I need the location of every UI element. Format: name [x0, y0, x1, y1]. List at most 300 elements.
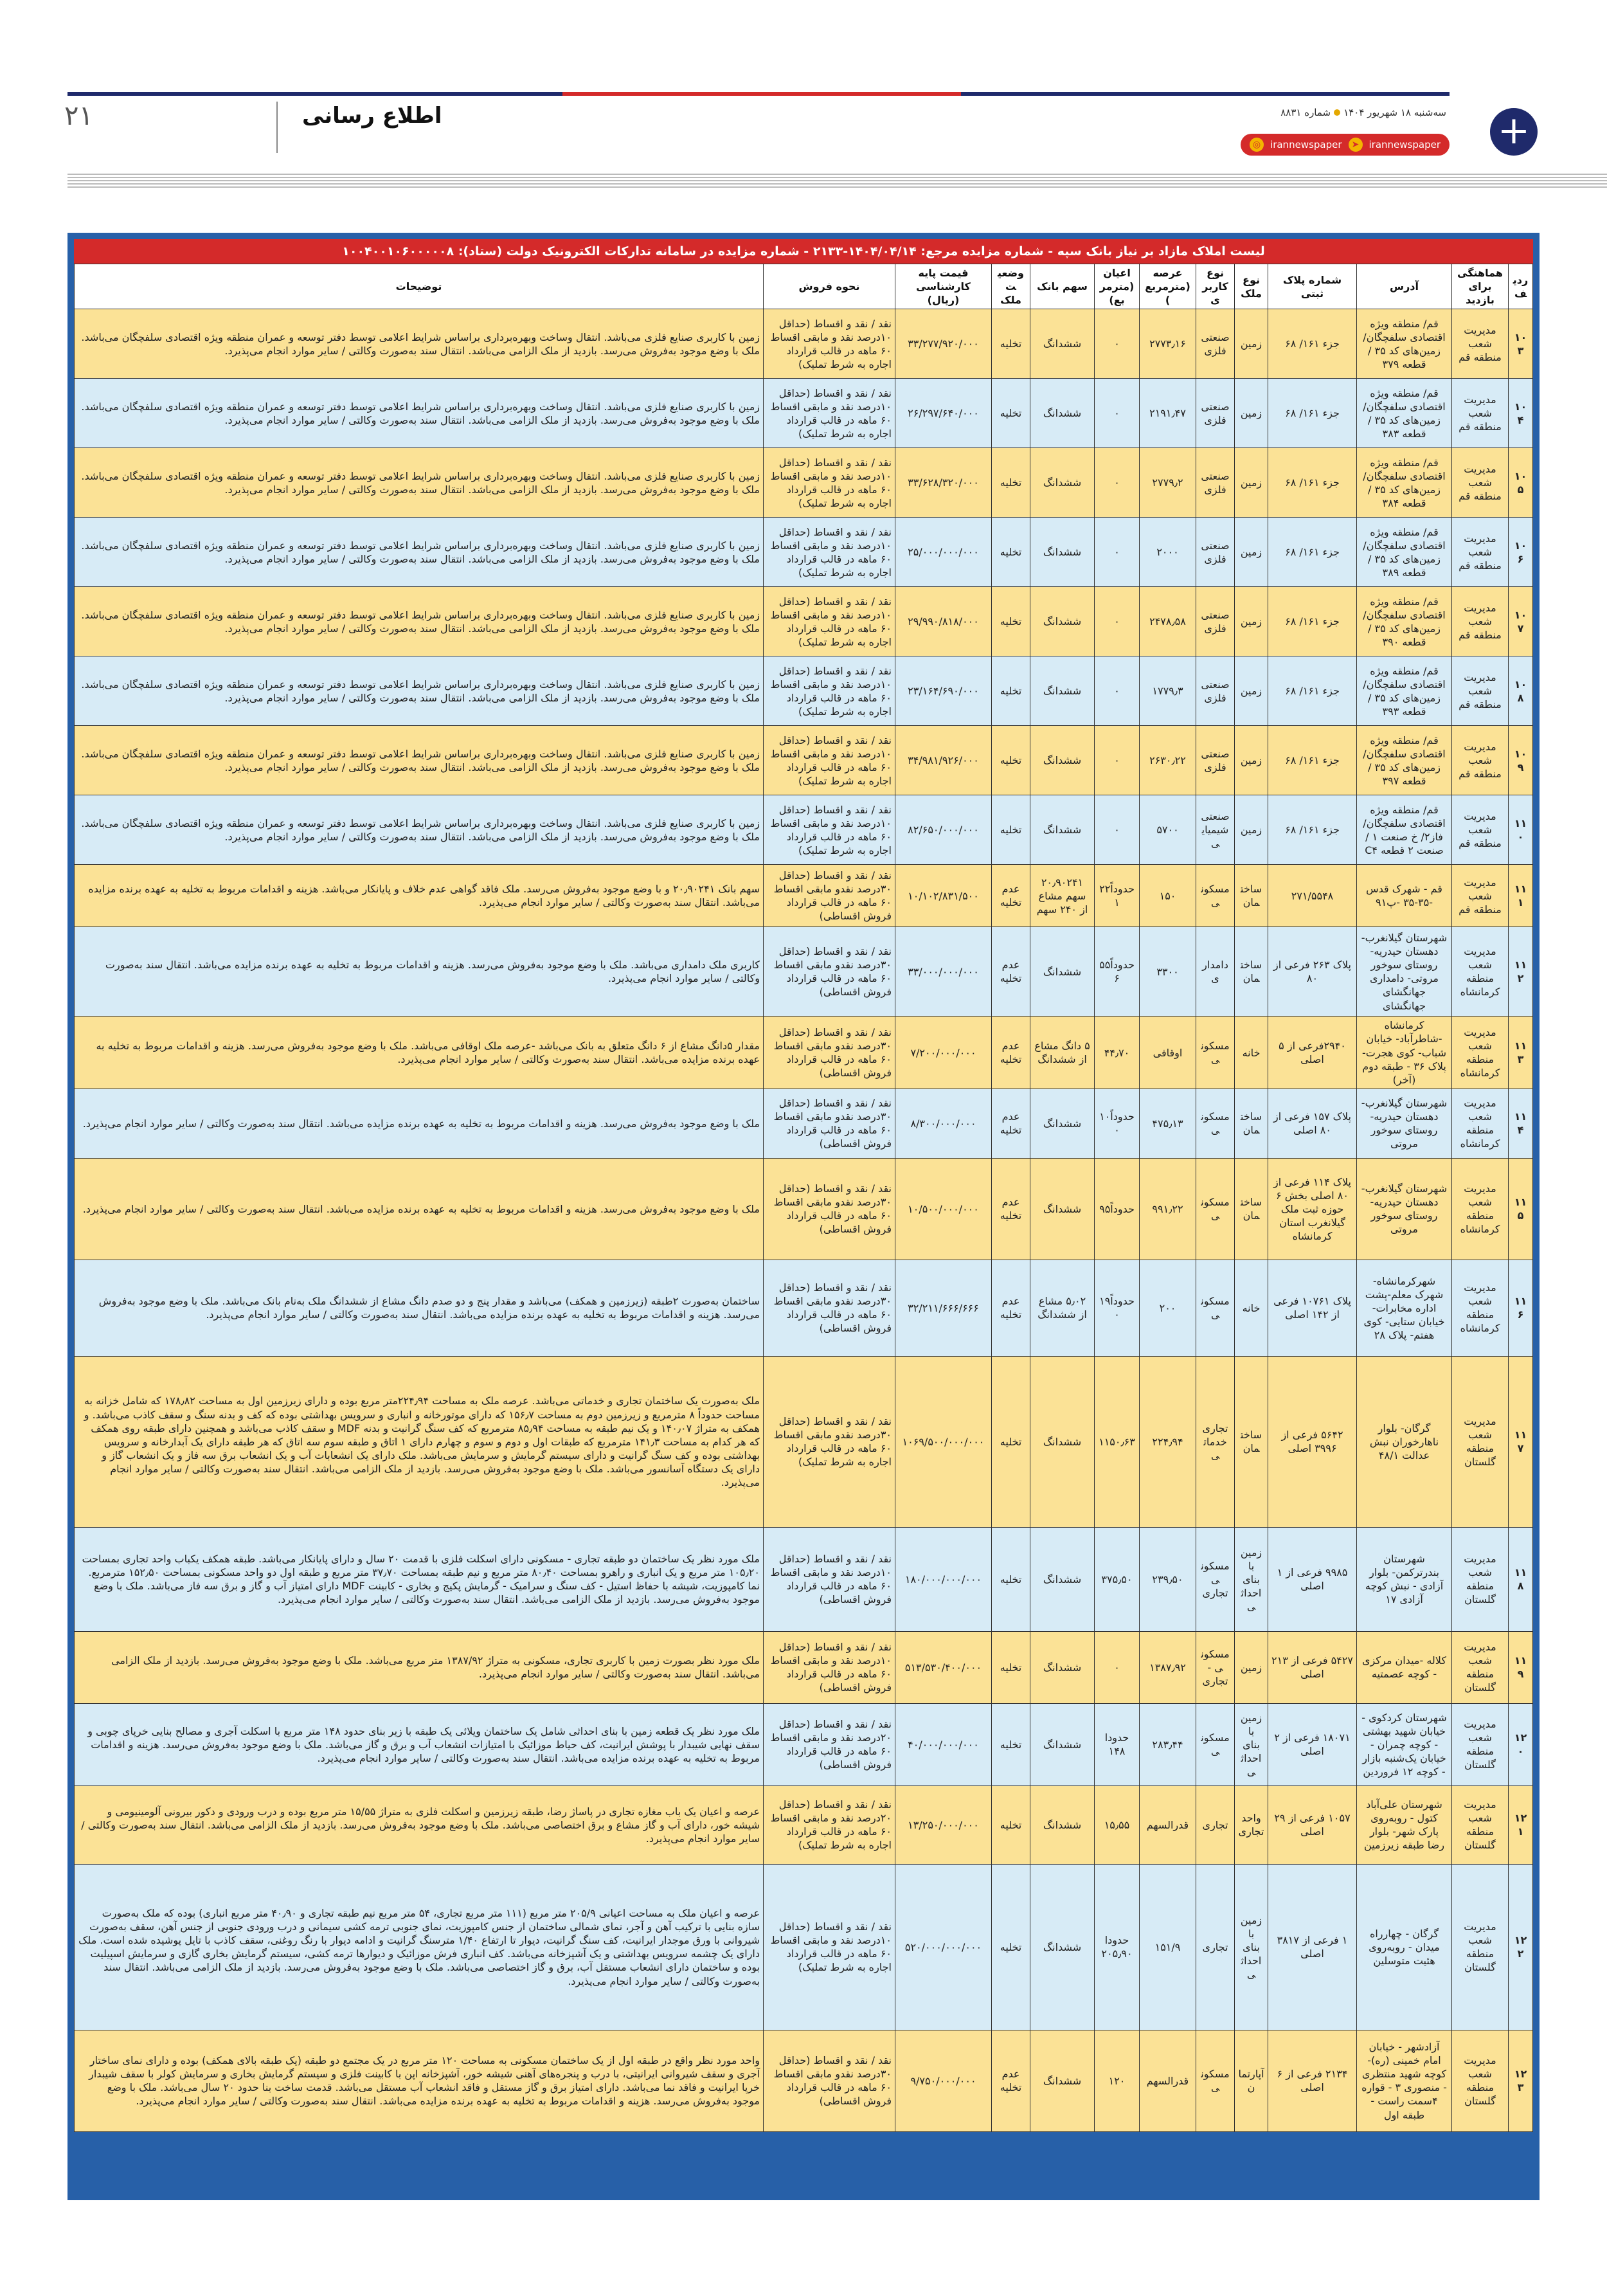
cell-building-area: حدوداً۹۵: [1095, 1158, 1140, 1260]
cell-usage-type: مسکونی: [1196, 1089, 1235, 1158]
cell-status: تخلیه: [992, 726, 1030, 795]
cell-description: زمین با کاربری صنایع فلزی می‌باشد. انتقال وساخت وبهره‌برداری براساس شرایط اعلامی توسط دفتر توسعه و عمران منطقه ویژه اقتصادی سلفچگان می‌باشد. ملک با وضع موجود به‌فروش می‌رسد. بازدید از ملک الزامی می‌باشد. انتقال سند به‌صورت وکالتی / سایر موارد انجام می‌پذیرد.: [75, 726, 764, 795]
cell-coordination: مدیریت شعب منطقه گلستان: [1452, 1785, 1509, 1864]
cell-base-price: ۷/۲۰۰/۰۰۰/۰۰۰: [895, 1017, 992, 1089]
cell-description: ملک به‌صورت یک ساختمان تجاری و خدماتی می‌باشد. عرصه ملک به مساحت ۲۲۴٫۹۴متر مربع بوده و دارای زیرزمین اول به مساحت ۱۷۸٫۸۲ که شامل خزانه به مساحت حدوداً ۸ مترمربع و زیرزمین دوم به مساحت ۱۵۶٫۷ که دارای موتورخانه و انباری و سرویس بهداشتی بوده که کف و بدنه سنگ و سقف کاذب می‌باشد. و همکف به متراژ ۱۴۰٫۰۷ و یک نیم طبقه به مساحت ۸۵٫۹۴ مترمربع که کف سنگ گرانیت و بدنه MDF و سقف کاذب می‌باشد و همچنین دارای طبقه روی همکف که هر کدام به مساحت ۱۴۱٫۳ مترمربع که طبقات اول و دوم و سوم و چهارم دارای ۱ اتاق و طبقه سوم سه اتاق که هر طبقه دارای یک آبدارخانه و سرویس بهداشتی بوده و کف سنگ گرانیت و دارای سیستم گرمایش و سرمایش می‌باشد. ملک دارای یک انشعابات آب و یک انشعاب برق سه فاز و یک انشعاب گاز و دارای یک دستگاه آسانسور می‌باشد. ملک با وضع موجود به‌فروش می‌رسد. بازدید از ملک الزامی می‌باشد. انتقال سند به‌صورت وکالتی / سایر موارد انجام می‌پذیرد.: [75, 1356, 764, 1527]
col-header-row-number: ردیف: [1509, 264, 1533, 309]
table-row: [75, 1864, 1533, 2030]
social-handle-1[interactable]: irannewspaper: [1270, 139, 1342, 150]
cell-sale-method: نقد / نقد و اقساط (حداقل ۱۰درصد نقد و مابقی اقساط ۶۰ ماهه در قالب قرارداد اجاره به شرط تملیک): [764, 795, 895, 865]
cell-registration-plate: پلاک ۱۱۴ فرعی از ۸۰ اصلی بخش ۶ حوزه ثبت ملک گیلانغرب استان کرمانشاه: [1268, 1158, 1357, 1260]
auction-table: [74, 264, 1533, 2132]
cell-property-type: واحد تجاری: [1235, 1785, 1268, 1864]
cell-status: تخلیه: [992, 1703, 1030, 1785]
table-row: [75, 448, 1533, 518]
col-header-status: وضعیت ملک: [992, 264, 1030, 309]
cell-status: عدم تخلیه: [992, 2030, 1030, 2131]
cell-sale-method: نقد / نقد و اقساط (حداقل ۳۰درصد نقدو مابقی اقساط ۶۰ ماهه در قالب قرارداد فروش اقساطی): [764, 865, 895, 927]
cell-status: تخلیه: [992, 1527, 1030, 1631]
cell-status: عدم تخلیه: [992, 1260, 1030, 1356]
cell-address: کرمانشاه -شاطرآباد- خیابان شباب- کوی هجرت-پلاک ۳۶ - طبقه دوم (آخر): [1357, 1017, 1452, 1089]
cell-base-price: ۱۸۰/۰۰۰/۰۰۰/۰۰۰: [895, 1527, 992, 1631]
cell-property-type: زمین: [1235, 448, 1268, 518]
cell-registration-plate: پلاک ۱۰۷۶۱ فرعی از ۱۴۲ اصلی: [1268, 1260, 1357, 1356]
cell-land-area: قدرالسهم: [1140, 1785, 1196, 1864]
table-row: [75, 795, 1533, 865]
cell-address: قم - شهرک قدس -۳۵-۳۵ -پ۹۱: [1357, 865, 1452, 927]
cell-usage-type: تجاری: [1196, 1864, 1235, 2030]
cell-row-number: ۱۱۸: [1509, 1527, 1533, 1631]
cell-coordination: مدیریت شعب منطقه قم: [1452, 518, 1509, 587]
cell-land-area: ۲۸۳٫۴۴: [1140, 1703, 1196, 1785]
cell-status: عدم تخلیه: [992, 865, 1030, 927]
section-title: اطلاع رسانی: [302, 103, 442, 129]
cell-building-area: ۰: [1095, 1631, 1140, 1703]
cell-status: عدم تخلیه: [992, 1158, 1030, 1260]
cell-building-area: حدوداً۲۲۱: [1095, 865, 1140, 927]
cell-base-price: ۲۹/۹۹۰/۸۱۸/۰۰۰: [895, 587, 992, 656]
cell-registration-plate: ۱۸۰۷۱ فرعی از ۲ اصلی: [1268, 1703, 1357, 1785]
cell-usage-type: صنعتی فلزی: [1196, 448, 1235, 518]
col-header-land-area: عرصه (مترمربع): [1140, 264, 1196, 309]
cell-registration-plate: ۱۰۵۷ فرعی از ۲۹ اصلی: [1268, 1785, 1357, 1864]
col-header-coordination: هماهنگی برای بازدید: [1452, 264, 1509, 309]
cell-usage-type: مسکونی: [1196, 1158, 1235, 1260]
cell-bank-share: ششدانگ: [1030, 2030, 1095, 2131]
cell-row-number: ۱۲۰: [1509, 1703, 1533, 1785]
cell-land-area: اوقافی: [1140, 1017, 1196, 1089]
cell-base-price: ۳۳/۰۰۰/۰۰۰/۰۰۰: [895, 927, 992, 1017]
cell-base-price: ۳۲/۲۱۱/۶۶۶/۶۶۶: [895, 1260, 992, 1356]
cell-sale-method: نقد / نقد و اقساط (حداقل ۱۰درصد نقد و مابقی اقساط ۶۰ ماهه در قالب قرارداد اجاره به شرط تملیک): [764, 656, 895, 726]
cell-coordination: مدیریت شعب منطقه گلستان: [1452, 1631, 1509, 1703]
cell-bank-share: ششدانگ: [1030, 309, 1095, 379]
cell-property-type: ساختمان: [1235, 927, 1268, 1017]
cell-sale-method: نقد / نقد و اقساط (حداقل ۱۰درصد نقد و مابقی اقساط ۶۰ ماهه در قالب قرارداد اجاره به شرط تملیک): [764, 1864, 895, 2030]
social-handles: [1241, 134, 1450, 156]
cell-building-area: ۰: [1095, 518, 1140, 587]
cell-coordination: مدیریت شعب منطقه گلستان: [1452, 1527, 1509, 1631]
cell-usage-type: مسکونی: [1196, 1017, 1235, 1089]
cell-address: شهرستان گیلانغرب- دهستان حیدریه- روستای سوخور مروتی: [1357, 1158, 1452, 1260]
cell-description: زمین با کاربری صنایع فلزی می‌باشد. انتقال وساخت وبهره‌برداری براساس شرایط اعلامی توسط دفتر توسعه و عمران منطقه ویژه اقتصادی سلفچگان می‌باشد. ملک با وضع موجود به‌فروش می‌رسد. بازدید از ملک الزامی می‌باشد. انتقال سند به‌صورت وکالتی / سایر موارد انجام می‌پذیرد.: [75, 309, 764, 379]
cell-registration-plate: جزء ۱۶۱/ ۶۸: [1268, 309, 1357, 379]
table-row: [75, 1260, 1533, 1356]
cell-building-area: حدوداً۵۵۶: [1095, 927, 1140, 1017]
cell-row-number: ۱۱۵: [1509, 1158, 1533, 1260]
cell-bank-share: ششدانگ: [1030, 1356, 1095, 1527]
cell-sale-method: نقد / نقد و اقساط (حداقل ۱۰درصد نقد و مابقی اقساط ۶۰ ماهه در قالب قرارداد اجاره به شرط تملیک): [764, 448, 895, 518]
section-divider: [276, 102, 278, 153]
cell-land-area: ۲۲۴٫۹۴: [1140, 1356, 1196, 1527]
page-number: ۲۱: [64, 100, 94, 131]
cell-row-number: ۱۰۳: [1509, 309, 1533, 379]
cell-description: عرصه و اعیان ملک به مساحت اعیانی ۲۰۵/۹ متر مربع (۱۱۱ متر مربع تجاری، ۵۴ متر مربع نیم طبقه تجاری و ۴۰٫۹۰ متر مربع انباری) بوده که ملک به‌صورت سازه بنایی با ترکیب آهن و آجر، نمای شمالی ساختمان از جنس کامپوزیت، نمای جنوبی ترمه کشی سیمانی و درب ورودی جنوبی از جنس آهن، سقف به‌صورت شیروانی با ورق موجدار ایرانیت، کف سنگ گرانیت، دیوار تا ارتفاع ۱/۴۰ مترسنگ گرانیت و ادامه دیوار با رنگ روغنی، سقف کاذب با تایل پوشیده شده است. ملک دارای یک چشمه سرویس بهداشتی و یک آشپزخانه می‌باشد. کف انباری فرش موزائیک و دیوارها ترمه کشی، سیستم گرمایش بخاری گازی و سرمایش اسپیلیت بوده و ساختمان دارای انشعاب مستقل آب، برق و گاز اختصاصی می‌باشد. ملک با وضع موجود به‌فروش می‌رسد. بازدید از ملک الزامی می‌باشد. انتقال سند به‌صورت وکالتی / سایر موارد انجام می‌پذیرد.: [75, 1864, 764, 2030]
cell-usage-type: مسکونی تجاری: [1196, 1527, 1235, 1631]
cell-usage-type: مسکونی - تجاری: [1196, 1631, 1235, 1703]
cell-bank-share: ششدانگ: [1030, 1158, 1095, 1260]
table-row: [75, 656, 1533, 726]
cell-usage-type: دامداری: [1196, 927, 1235, 1017]
cell-row-number: ۱۱۲: [1509, 927, 1533, 1017]
header-top-rule: [67, 92, 1450, 96]
cell-property-type: ساختمان: [1235, 1158, 1268, 1260]
cell-property-type: زمین با بنای احداثی: [1235, 1703, 1268, 1785]
cell-base-price: ۵۲۰/۰۰۰/۰۰۰/۰۰۰: [895, 1864, 992, 2030]
cell-address: آزادشهر - خیابان امام خمینی (ره)- کوچه شهید منتظری - منصوری ۳ - قواره ۴سمت راست - طبقه اول: [1357, 2030, 1452, 2131]
cell-land-area: ۳۳۰۰: [1140, 927, 1196, 1017]
cell-address: شهرستان کردکوی - خیابان شهید بهشتی - کوچه چمران - خیابان یک‌شنبه بازار - کوچه ۱۲ فروردین: [1357, 1703, 1452, 1785]
cell-property-type: زمین: [1235, 587, 1268, 656]
bullet-icon: [1334, 109, 1340, 116]
cell-bank-share: ۵٫۰۲ مشاع از ششدانگ: [1030, 1260, 1095, 1356]
cell-base-price: ۸/۳۰۰/۰۰۰/۰۰۰: [895, 1089, 992, 1158]
cell-land-area: ۲۰۰۰: [1140, 518, 1196, 587]
cell-coordination: مدیریت شعب منطقه قم: [1452, 448, 1509, 518]
cell-status: تخلیه: [992, 1864, 1030, 2030]
cell-building-area: ۰: [1095, 795, 1140, 865]
table-row: [75, 1631, 1533, 1703]
cell-sale-method: نقد / نقد و اقساط (حداقل ۱۰درصد نقد و مابقی اقساط ۶۰ ماهه در قالب قرارداد اجاره به شرط تملیک): [764, 726, 895, 795]
cell-address: شهرستان گیلانغرب- دهستان حیدریه- روستای سوخور مروتی: [1357, 1089, 1452, 1158]
table-header-row: [75, 264, 1533, 309]
cell-description: زمین با کاربری صنایع فلزی می‌باشد. انتقال وساخت وبهره‌برداری براساس شرایط اعلامی توسط دفتر توسعه و عمران منطقه ویژه اقتصادی سلفچگان می‌باشد. ملک با وضع موجود به‌فروش می‌رسد. بازدید از ملک الزامی می‌باشد. انتقال سند به‌صورت وکالتی / سایر موارد انجام می‌پذیرد.: [75, 518, 764, 587]
cell-usage-type: صنعتی شیمیایی: [1196, 795, 1235, 865]
cell-registration-plate: ۲۱۳۴ فرعی از ۶ اصلی: [1268, 2030, 1357, 2131]
cell-bank-share: ششدانگ: [1030, 1089, 1095, 1158]
cell-base-price: ۲۶/۲۹۷/۶۴۰/۰۰۰: [895, 379, 992, 448]
cell-coordination: مدیریت شعب منطقه گلستان: [1452, 1356, 1509, 1527]
cell-property-type: زمین: [1235, 1631, 1268, 1703]
cell-base-price: ۱۰۶۹/۵۰۰/۰۰۰/۰۰۰: [895, 1356, 992, 1527]
cell-land-area: ۱۷۷۹٫۳: [1140, 656, 1196, 726]
cell-row-number: ۱۲۲: [1509, 1864, 1533, 2030]
cell-base-price: ۱۰/۱۰۲/۸۳۱/۵۰۰: [895, 865, 992, 927]
cell-land-area: ۱۳۸۷٫۹۲: [1140, 1631, 1196, 1703]
cell-usage-type: مسکونی: [1196, 1703, 1235, 1785]
table-row: [75, 1017, 1533, 1089]
cell-building-area: ۰: [1095, 448, 1140, 518]
cell-land-area: ۹۹۱٫۲۲: [1140, 1158, 1196, 1260]
cell-registration-plate: پلاک ۲۶۳ فرعی از ۸۰: [1268, 927, 1357, 1017]
cell-row-number: ۱۰۴: [1509, 379, 1533, 448]
cell-sale-method: نقد / نقد و اقساط (حداقل ۱۰درصد نقد و مابقی اقساط ۶۰ ماهه در قالب قرارداد فروش اقساطی): [764, 1527, 895, 1631]
cell-address: قم/ منطقه ویژه اقتصادی سلفچگان/ زمین‌های کد ۳۵ / قطعه ۳۹۰: [1357, 587, 1452, 656]
cell-coordination: مدیریت شعب منطقه قم: [1452, 587, 1509, 656]
cell-usage-type: مسکونی: [1196, 2030, 1235, 2131]
cell-status: تخلیه: [992, 587, 1030, 656]
cell-coordination: مدیریت شعب منطقه گلستان: [1452, 1864, 1509, 2030]
cell-sale-method: نقد / نقد و اقساط (حداقل ۳۰درصد نقدو مابقی اقساط ۶۰ ماهه در قالب قرارداد اجاره به شرط تملیک): [764, 1356, 895, 1527]
cell-base-price: ۸۲/۶۵۰/۰۰۰/۰۰۰: [895, 795, 992, 865]
cell-land-area: ۲۶۳۰٫۲۲: [1140, 726, 1196, 795]
cell-address: قم/ منطقه ویژه اقتصادی سلفچگان/ زمین‌های کد ۳۵ / قطعه ۳۸۳: [1357, 379, 1452, 448]
cell-sale-method: نقد / نقد و اقساط (حداقل ۳۰درصد نقدو مابقی اقساط ۶۰ ماهه در قالب قرارداد فروش اقساطی): [764, 1089, 895, 1158]
cell-usage-type: صنعتی فلزی: [1196, 587, 1235, 656]
table-row: [75, 927, 1533, 1017]
cell-property-type: خانه: [1235, 1017, 1268, 1089]
table-row: [75, 1703, 1533, 1785]
cell-building-area: ۰: [1095, 379, 1140, 448]
cell-description: ملک مورد نظر یک ساختمان دو طبقه تجاری - مسکونی دارای اسکلت فلزی با قدمت ۲۰ سال و دارای پایانکار می‌باشد. طبقه همکف یکباب واحد تجاری بمساحت ۱۰۵٫۲۰ متر مربع و یک انباری و راهرو بمساحت ۸۰٫۴۰ متر مربع و نیم طبقه بمساحت ۳۷٫۷۰ متر مربع و طبقه اول دو واحد مسکونی بمساحت ۱۵۲٫۵۰ مترمربع. نما کامپوزیت، شیشه با حفاظ استیل - کف سنگ و سرامیک - گرمایش پکیج و بخاری - کابینت MDF دارای امتیاز آب و گاز و برق سه فاز می‌باشد. ملک با وضع موجود به‌فروش می‌رسد. بازدید از ملک الزامی می‌باشد. انتقال سند به‌صورت وکالتی / سایر موارد انجام می‌پذیرد.: [75, 1527, 764, 1631]
cell-row-number: ۱۱۷: [1509, 1356, 1533, 1527]
cell-row-number: ۱۱۹: [1509, 1631, 1533, 1703]
table-row: [75, 1527, 1533, 1631]
table-row: [75, 2030, 1533, 2131]
cell-registration-plate: جزء ۱۶۱/ ۶۸: [1268, 726, 1357, 795]
cell-base-price: ۱۰/۵۰۰/۰۰۰/۰۰۰: [895, 1158, 992, 1260]
cell-row-number: ۱۱۴: [1509, 1089, 1533, 1158]
issue-date-line: [1280, 107, 1446, 118]
cell-property-type: زمین: [1235, 518, 1268, 587]
cell-address: گرگان- بلوار ناهارخوران نبش عدالت ۴۸/۱: [1357, 1356, 1452, 1527]
col-header-building-area: اعیان (مترمربع): [1095, 264, 1140, 309]
cell-description: ملک با وضع موجود به‌فروش می‌رسد. هزینه و اقدامات مربوط به تخلیه به عهده برنده مزایده می‌باشد. انتقال سند به‌صورت وکالتی / سایر موارد انجام می‌پذیرد.: [75, 1158, 764, 1260]
cell-coordination: مدیریت شعب منطقه قم: [1452, 656, 1509, 726]
plus-icon[interactable]: +: [1490, 108, 1538, 156]
cell-registration-plate: ۹۹۸۵ فرعی از ۱ اصلی: [1268, 1527, 1357, 1631]
cell-row-number: ۱۲۳: [1509, 2030, 1533, 2131]
social-handle-2[interactable]: irannewspaper: [1369, 139, 1441, 150]
cell-land-area: ۲۷۷۳٫۱۶: [1140, 309, 1196, 379]
cell-coordination: مدیریت شعب منطقه کرمانشاه: [1452, 1089, 1509, 1158]
cell-address: شهرکرمانشاه-شهرک معلم-پشت اداره مخابرات- خیابان ستایی- کوی هفتم- پلاک ۲۸: [1357, 1260, 1452, 1356]
cell-coordination: مدیریت شعب منطقه گلستان: [1452, 1703, 1509, 1785]
cell-bank-share: ۲۰٫۹۰۲۴۱ سهم مشاع از ۲۴۰ سهم: [1030, 865, 1095, 927]
col-header-bank-share: سهم بانک: [1030, 264, 1095, 309]
cell-description: زمین با کاربری صنایع فلزی می‌باشد. انتقال وساخت وبهره‌برداری براساس شرایط اعلامی توسط دفتر توسعه و عمران منطقه ویژه اقتصادی سلفچگان می‌باشد. ملک با وضع موجود به‌فروش می‌رسد. بازدید از ملک الزامی می‌باشد. انتقال سند به‌صورت وکالتی / سایر موارد انجام می‌پذیرد.: [75, 448, 764, 518]
cell-building-area: حدودا ۲۰۵٫۹۰: [1095, 1864, 1140, 2030]
cell-property-type: زمین با بنای احداثی: [1235, 1527, 1268, 1631]
table-row: [75, 865, 1533, 927]
cell-registration-plate: ۱ فرعی از ۳۸۱۷ اصلی: [1268, 1864, 1357, 2030]
cell-building-area: حدودا ۱۴۸: [1095, 1703, 1140, 1785]
cell-property-type: زمین با بنای احداثی: [1235, 1864, 1268, 2030]
instagram-icon[interactable]: ◎: [1250, 138, 1264, 152]
cell-sale-method: نقد / نقد و اقساط (حداقل ۱۰درصد نقد و مابقی اقساط ۶۰ ماهه در قالب قرارداد اجاره به شرط تملیک): [764, 379, 895, 448]
table-row: [75, 518, 1533, 587]
cell-description: کاربری ملک دامداری می‌باشد. ملک با وضع موجود به‌فروش می‌رسد. هزینه و اقدامات مربوط به تخلیه به عهده برنده مزایده می‌باشد. انتقال سند به‌صورت وکالتی / سایر موارد انجام می‌پذیرد.: [75, 927, 764, 1017]
table-row: [75, 726, 1533, 795]
col-header-usage-type: نوع کاربری: [1196, 264, 1235, 309]
cell-bank-share: ۵ دانگ مشاع از ششدانگ: [1030, 1017, 1095, 1089]
cell-address: قم/ منطقه ویژه اقتصادی سلفچگان/ زمین‌های کد ۳۵ / قطعه ۳۹۳: [1357, 656, 1452, 726]
cell-description: واحد مورد نظر واقع در طبقه اول از یک ساختمان مسکونی به مساحت ۱۲۰ متر مربع در یک مجتمع دو طبقه (یک طبقه بالای همکف) بوده و دارای نمای ساختار آجری و سقف شیروانی ایرانیتی، با درب و پنجره‌های آهنی شیشه خور، آشپزخانه اپن با کابینت فلزی و سیستم گرمایش بخاری و سرمایش کولر با سقف شیبدار خرپا ایرانیت و فاقد نما می‌باشد. دارای امتیاز برق و گاز مستقل و فاقد انشعاب آب مستقل می‌باشد. قدمت ساخت بنا حدود ۲۰ سال می‌باشد. ملک با وضع موجود به‌فروش می‌رسد. هزینه و اقدامات مربوط به تخلیه به عهده برنده مزایده می‌باشد. انتقال سند به‌صورت وکالتی / سایر موارد انجام می‌پذیرد.: [75, 2030, 764, 2131]
cell-registration-plate: ۲۷۱/۵۵۴۸: [1268, 865, 1357, 927]
table-row: [75, 1089, 1533, 1158]
cell-description: زمین با کاربری صنایع فلزی می‌باشد. انتقال وساخت وبهره‌برداری براساس شرایط اعلامی توسط دفتر توسعه و عمران منطقه ویژه اقتصادی سلفچگان می‌باشد. ملک با وضع موجود به‌فروش می‌رسد. بازدید از ملک الزامی می‌باشد. انتقال سند به‌صورت وکالتی / سایر موارد انجام می‌پذیرد.: [75, 379, 764, 448]
cell-sale-method: نقد / نقد و اقساط (حداقل ۳۰درصد نقدو مابقی اقساط ۶۰ ماهه در قالب قرارداد فروش اقساطی): [764, 927, 895, 1017]
cell-land-area: ۴۷۵٫۱۳: [1140, 1089, 1196, 1158]
cell-land-area: ۲۱۹۱٫۴۷: [1140, 379, 1196, 448]
cell-row-number: ۱۰۹: [1509, 726, 1533, 795]
col-header-registration-plate: شماره پلاک ثبتی: [1268, 264, 1357, 309]
cell-base-price: ۳۴/۹۸۱/۹۲۶/۰۰۰: [895, 726, 992, 795]
cell-usage-type: صنعتی فلزی: [1196, 656, 1235, 726]
col-header-sale-method: نحوه فروش: [764, 264, 895, 309]
cell-description: ملک با وضع موجود به‌فروش می‌رسد. هزینه و اقدامات مربوط به تخلیه به عهده برنده مزایده می‌باشد. انتقال سند به‌صورت وکالتی / سایر موارد انجام می‌پذیرد.: [75, 1089, 764, 1158]
cell-usage-type: صنعتی فلزی: [1196, 309, 1235, 379]
cell-base-price: ۳۳/۲۷۷/۹۲۰/۰۰۰: [895, 309, 992, 379]
cell-base-price: ۲۳/۱۶۴/۶۹۰/۰۰۰: [895, 656, 992, 726]
cell-land-area: ۲۳۹٫۵۰: [1140, 1527, 1196, 1631]
cell-coordination: مدیریت شعب منطقه قم: [1452, 865, 1509, 927]
cell-coordination: مدیریت شعب منطقه کرمانشاه: [1452, 927, 1509, 1017]
cell-coordination: مدیریت شعب منطقه قم: [1452, 379, 1509, 448]
cell-bank-share: ششدانگ: [1030, 1703, 1095, 1785]
cell-registration-plate: ۲۹۴۰فرعی از ۵ اصلی: [1268, 1017, 1357, 1089]
cell-property-type: زمین: [1235, 726, 1268, 795]
telegram-icon[interactable]: ➤: [1349, 138, 1363, 152]
cell-address: قم/ منطقه ویژه اقتصادی سلفچگان/ زمین‌های کد ۳۵ / قطعه ۳۷۹: [1357, 309, 1452, 379]
cell-sale-method: نقد / نقد و اقساط (حداقل ۲۰درصد نقد و مابقی اقساط ۶۰ ماهه در قالب قرارداد اجاره به شرط تملیک): [764, 1785, 895, 1864]
cell-property-type: زمین: [1235, 656, 1268, 726]
cell-usage-type: مسکونی: [1196, 865, 1235, 927]
cell-row-number: ۱۱۳: [1509, 1017, 1533, 1089]
cell-base-price: ۹/۷۵۰/۰۰۰/۰۰۰: [895, 2030, 992, 2131]
cell-property-type: زمین: [1235, 309, 1268, 379]
cell-status: تخلیه: [992, 1356, 1030, 1527]
cell-land-area: ۱۵۱/۹: [1140, 1864, 1196, 2030]
cell-registration-plate: جزء ۱۶۱/ ۶۸: [1268, 448, 1357, 518]
cell-address: گرگان - چهارراه میدان - روبه‌روی هئیت متوسلین: [1357, 1864, 1452, 2030]
cell-status: عدم تخلیه: [992, 1089, 1030, 1158]
cell-bank-share: ششدانگ: [1030, 1864, 1095, 2030]
cell-property-type: ساختمان: [1235, 1089, 1268, 1158]
cell-status: عدم تخلیه: [992, 927, 1030, 1017]
cell-status: عدم تخلیه: [992, 1017, 1030, 1089]
cell-land-area: قدرالسهم: [1140, 2030, 1196, 2131]
cell-description: مقدار ۵دانگ مشاع از ۶ دانگ متعلق به بانک می‌باشد -عرصه ملک اوقافی می‌باشد. ملک با وضع موجود به‌فروش می‌رسد. هزینه و اقدامات مربوط به تخلیه به عهده برنده مزایده می‌باشد. انتقال سند به‌صورت وکالتی / سایر موارد انجام می‌پذیرد.: [75, 1017, 764, 1089]
cell-registration-plate: جزء ۱۶۱/ ۶۸: [1268, 379, 1357, 448]
cell-building-area: ۴۴٫۷۰: [1095, 1017, 1140, 1089]
cell-bank-share: ششدانگ: [1030, 518, 1095, 587]
cell-coordination: مدیریت شعب منطقه قم: [1452, 726, 1509, 795]
cell-sale-method: نقد / نقد و اقساط (حداقل ۳۰درصد نقدو مابقی اقساط ۶۰ ماهه در قالب قرارداد فروش اقساطی): [764, 1017, 895, 1089]
table-row: [75, 379, 1533, 448]
cell-row-number: ۱۱۱: [1509, 865, 1533, 927]
cell-address: شهرستان بندرترکمن- بلوار آزادی - نبش کوچه آزادی ۱۷: [1357, 1527, 1452, 1631]
table-title: لیست املاک مازاد بر نیاز بانک سپه - شماره مزایده مرجع: ۱۴۰۴/۰۴/۱۴-۲۱۳۳ - شماره مزایده در سامانه تدارکات الکترونیک دولت (ستاد): ۱۰۰۴۰۰۱۰۶۰۰۰۰۰۸: [74, 239, 1533, 264]
cell-property-type: زمین: [1235, 795, 1268, 865]
cell-description: عرصه و اعیان یک باب مغازه تجاری در پاساژ رضا، طبقه زیرزمین و اسکلت فلزی به متراژ ۱۵/۵۵ متر مربع بوده و درب ورودی و دکور بیرونی آلومینیومی و شیشه خور، دارای آب و گاز مشاع و برق اختصاصی می‌باشد. ملک با وضع موجود به‌فروش می‌رسد. بازدید از ملک الزامی می‌باشد. انتقال سند به‌صورت وکالتی / سایر موارد انجام می‌پذیرد.: [75, 1785, 764, 1864]
cell-registration-plate: ۵۴۲۷ فرعی از ۲۱۳ اصلی: [1268, 1631, 1357, 1703]
cell-usage-type: صنعتی فلزی: [1196, 379, 1235, 448]
cell-property-type: ساختمان: [1235, 1356, 1268, 1527]
cell-coordination: مدیریت شعب منطقه کرمانشاه: [1452, 1158, 1509, 1260]
cell-bank-share: ششدانگ: [1030, 379, 1095, 448]
cell-sale-method: نقد / نقد و اقساط (حداقل ۲۰درصد نقد و مابقی اقساط ۶۰ ماهه در قالب قرارداد فروش اقساطی): [764, 1703, 895, 1785]
cell-land-area: ۲۰۰: [1140, 1260, 1196, 1356]
cell-building-area: ۰: [1095, 726, 1140, 795]
cell-property-type: خانه: [1235, 1260, 1268, 1356]
header-decorative-lines: [67, 174, 1607, 188]
cell-registration-plate: جزء ۱۶۱/ ۶۸: [1268, 587, 1357, 656]
table-row: [75, 587, 1533, 656]
cell-address: قم/ منطقه ویژه اقتصادی سلفچگان/ فاز۲/ خ صنعت ۱ /صنعت ۲ قطعه C۴: [1357, 795, 1452, 865]
cell-land-area: ۵۷۰۰: [1140, 795, 1196, 865]
cell-status: تخلیه: [992, 379, 1030, 448]
cell-building-area: ۰: [1095, 656, 1140, 726]
cell-bank-share: ششدانگ: [1030, 1785, 1095, 1864]
cell-address: شهرستان علی‌آباد کتول - روبه‌روی پارک شهر- بلوار رضا طبقه زیرزمین: [1357, 1785, 1452, 1864]
cell-registration-plate: پلاک ۱۵۷ فرعی از ۸۰ اصلی: [1268, 1089, 1357, 1158]
cell-registration-plate: ۵۶۴۲ فرعی از ۳۹۹۶ اصلی: [1268, 1356, 1357, 1527]
cell-property-type: ساختمان: [1235, 865, 1268, 927]
cell-registration-plate: جزء ۱۶۱/ ۶۸: [1268, 656, 1357, 726]
cell-base-price: ۳۳/۶۲۸/۳۲۰/۰۰۰: [895, 448, 992, 518]
cell-bank-share: ششدانگ: [1030, 448, 1095, 518]
cell-building-area: حدوداً۱۰۰: [1095, 1089, 1140, 1158]
cell-row-number: ۱۱۰: [1509, 795, 1533, 865]
cell-usage-type: مسکونی: [1196, 1260, 1235, 1356]
cell-property-type: آپارتمان: [1235, 2030, 1268, 2131]
issue-number: شماره ۸۸۳۱: [1280, 107, 1331, 118]
cell-sale-method: نقد / نقد و اقساط (حداقل ۳۰درصد نقدو مابقی اقساط ۶۰ ماهه در قالب قرارداد فروش اقساطی): [764, 2030, 895, 2131]
cell-sale-method: نقد / نقد و اقساط (حداقل ۱۰درصد نقد و مابقی اقساط ۶۰ ماهه در قالب قرارداد فروش اقساطی): [764, 1631, 895, 1703]
cell-address: قم/ منطقه ویژه اقتصادی سلفچگان/ زمین‌های کد ۳۵ / قطعه ۳۸۴: [1357, 448, 1452, 518]
cell-building-area: ۱۲۰: [1095, 2030, 1140, 2131]
cell-usage-type: صنعتی فلزی: [1196, 726, 1235, 795]
cell-status: تخلیه: [992, 309, 1030, 379]
cell-status: تخلیه: [992, 795, 1030, 865]
cell-status: تخلیه: [992, 1785, 1030, 1864]
auction-listing-frame: [67, 233, 1540, 2200]
cell-row-number: ۱۰۸: [1509, 656, 1533, 726]
cell-status: تخلیه: [992, 448, 1030, 518]
cell-base-price: ۴۰/۰۰۰/۰۰۰/۰۰۰: [895, 1703, 992, 1785]
cell-bank-share: ششدانگ: [1030, 1527, 1095, 1631]
cell-land-area: ۱۵۰: [1140, 865, 1196, 927]
cell-description: زمین با کاربری صنایع فلزی می‌باشد. انتقال وساخت وبهره‌برداری براساس شرایط اعلامی توسط دفتر توسعه و عمران منطقه ویژه اقتصادی سلفچگان می‌باشد. ملک با وضع موجود به‌فروش می‌رسد. بازدید از ملک الزامی می‌باشد. انتقال سند به‌صورت وکالتی / سایر موارد انجام می‌پذیرد.: [75, 587, 764, 656]
cell-registration-plate: جزء ۱۶۱/ ۶۸: [1268, 518, 1357, 587]
cell-building-area: ۰: [1095, 309, 1140, 379]
cell-coordination: مدیریت شعب منطقه کرمانشاه: [1452, 1260, 1509, 1356]
table-row: [75, 1356, 1533, 1527]
col-header-description: توضیحات: [75, 264, 764, 309]
cell-row-number: ۱۰۵: [1509, 448, 1533, 518]
cell-description: ملک مورد نظر یک قطعه زمین با بنای احداثی شامل یک ساختمان ویلائی یک طبقه با زیر بنای حدود ۱۴۸ متر مربع با اسکلت آجری و مصالح بنایی خرپای چوبی و سقف نهایی شیبدار با پوشش ایرانیت، کف حیاط موزائیک با امتیازات انشعاب آب و برق و گاز می‌باشد. ملک با وضع موجود به‌فروش می‌رسد. هزینه و اقدامات مربوط به تخلیه به عهده برنده مزایده می‌باشد. انتقال سند به‌صورت وکالتی / سایر موارد انجام می‌پذیرد.: [75, 1703, 764, 1785]
cell-description: ملک مورد نظر بصورت زمین با کاربری تجاری، مسکونی به متراژ ۱۳۸۷/۹۲ متر مربع می‌باشد. ملک با وضع موجود به‌فروش می‌رسد. بازدید از ملک الزامی می‌باشد. انتقال سند به‌صورت وکالتی / سایر موارد انجام می‌پذیرد.: [75, 1631, 764, 1703]
cell-status: تخلیه: [992, 656, 1030, 726]
cell-row-number: ۱۰۶: [1509, 518, 1533, 587]
cell-land-area: ۲۷۷۹٫۲: [1140, 448, 1196, 518]
cell-sale-method: نقد / نقد و اقساط (حداقل ۱۰درصد نقد و مابقی اقساط ۶۰ ماهه در قالب قرارداد اجاره به شرط تملیک): [764, 587, 895, 656]
cell-status: تخلیه: [992, 518, 1030, 587]
cell-usage-type: صنعتی فلزی: [1196, 518, 1235, 587]
cell-row-number: ۱۰۷: [1509, 587, 1533, 656]
table-row: [75, 1158, 1533, 1260]
cell-description: سهم بانک ۲۰٫۹۰۲۴۱ و با وضع موجود به‌فروش می‌رسد. ملک فاقد گواهی عدم خلاف و پایانکار می‌باشد. هزینه و اقدامات مربوط به تخلیه به عهده برنده مزایده می‌باشد. انتقال سند به‌صورت وکالتی / سایر موارد انجام می‌پذیرد.: [75, 865, 764, 927]
cell-bank-share: ششدانگ: [1030, 726, 1095, 795]
cell-bank-share: ششدانگ: [1030, 656, 1095, 726]
cell-row-number: ۱۲۱: [1509, 1785, 1533, 1864]
cell-coordination: مدیریت شعب منطقه گلستان: [1452, 2030, 1509, 2131]
cell-building-area: حدوداً۱۹۰: [1095, 1260, 1140, 1356]
cell-registration-plate: جزء ۱۶۱/ ۶۸: [1268, 795, 1357, 865]
issue-date: سه‌شنبه ۱۸ شهریور ۱۴۰۴: [1343, 107, 1446, 118]
cell-bank-share: ششدانگ: [1030, 1631, 1095, 1703]
cell-land-area: ۲۴۷۸٫۵۸: [1140, 587, 1196, 656]
cell-building-area: ۰: [1095, 587, 1140, 656]
cell-status: تخلیه: [992, 1631, 1030, 1703]
cell-row-number: ۱۱۶: [1509, 1260, 1533, 1356]
cell-sale-method: نقد / نقد و اقساط (حداقل ۳۰درصد نقدو مابقی اقساط ۶۰ ماهه در قالب قرارداد فروش اقساطی): [764, 1260, 895, 1356]
cell-sale-method: نقد / نقد و اقساط (حداقل ۱۰درصد نقد و مابقی اقساط ۶۰ ماهه در قالب قرارداد اجاره به شرط تملیک): [764, 518, 895, 587]
cell-bank-share: ششدانگ: [1030, 587, 1095, 656]
cell-address: قم/ منطقه ویژه اقتصادی سلفچگان/ زمین‌های کد ۳۵ / قطعه ۳۸۹: [1357, 518, 1452, 587]
cell-sale-method: نقد / نقد و اقساط (حداقل ۳۰درصد نقدو مابقی اقساط ۶۰ ماهه در قالب قرارداد فروش اقساطی): [764, 1158, 895, 1260]
